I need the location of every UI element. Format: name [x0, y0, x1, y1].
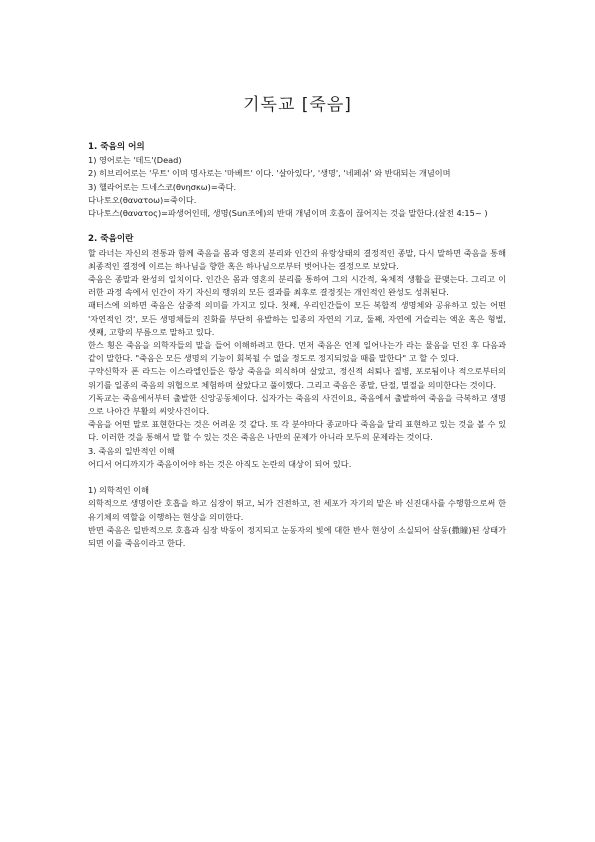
paragraph: 반면 죽음은 일반적으로 호흡과 심장 박동이 정지되고 눈동자의 빛에 대한 반사 현상이 소실되어 살동(撒瞳)된 상태가 되면 이를 죽음이라고 한다.	[88, 524, 506, 549]
page-title: 기독교 [죽음]	[243, 95, 352, 115]
paragraph: 한스 횡은 죽음을 의학자들의 말을 들어 이해하려고 한다. 먼저 죽음은 언제 일어나는가 라는 물음을 던진 후 다음과 같이 말한다. "죽음은 모든 생명의 기능이 회복될 수 없을 정도로 정지되었을 때를 말한다" 고 할 수 있다.	[88, 340, 506, 364]
paragraph: 기독교는 죽음에서부터 출발한 신앙공동체이다. 십자가는 죽음의 사건이요, 죽음에서 출발하여 죽음을 극복하고 생명으로 나아간 부활의 씨앗사건이다.	[88, 392, 506, 417]
subsection-heading: 3. 죽음의 일반적인 이해	[88, 445, 175, 456]
paragraph: 의학적으로 생명이란 호흡을 하고 심장이 뛰고, 뇌가 건전하고, 전 세포가 자기의 맡은 바 신진대사를 수행함으로써 한 유기체의 역할을 이행하는 현상을 의미한다.	[88, 498, 506, 522]
paragraph: 죽음을 어떤 말로 표현한다는 것은 어려운 것 같다. 또 각 분야마다 종교마다 죽음을 달리 표현하고 있는 것을 볼 수 있다. 이러한 것을 통해서 말 할 수 있는 것은 죽음은 나만의 문제가 아니라 모두의 문제라는 것이다.	[88, 419, 506, 443]
document-body	[88, 141, 506, 550]
section-heading-3: 1) 의학적인 이해	[88, 485, 150, 496]
paragraph: 어디서 어디까지가 죽음이어야 하는 것은 아직도 논란의 대상이 되어 있다.	[88, 458, 352, 469]
section-heading-2: 2. 죽음이란	[88, 234, 134, 245]
paragraph: 1) 영어로는 '데드'(Dead)	[88, 155, 182, 166]
section-heading-1: 1. 죽음의 어의	[88, 142, 145, 152]
spacer	[88, 220, 506, 233]
paragraph: 할 라너는 자신의 전통과 함께 죽음을 몸과 영혼의 분리와 인간의 유랑상태의 결정적인 종말, 다시 말하면 죽음을 통해 최종적인 결정에 이르는 하나님을 향한 혹은 하나님으로부터 벗어나는 결정으로 보았다.	[88, 247, 506, 271]
paragraph: 2) 히브리어로는 '무트' 이며 명사로는 '마베트' 이다. '살아있다', '생명', '네페쉬' 와 반대되는 개념이며	[88, 168, 451, 179]
paragraph: 패터스에 의하면 죽음은 삼중적 의미를 가지고 있다. 첫째, 우리인간들이 모든 복합적 생명체와 공유하고 있는 어떤 '자연적인 것', 모든 생명체들의 진화를 부단히 유발하는 일종의 자연의 기교, 둘째, 자연에 거슬리는 액운 혹은 형벌, 셋째, 고향의 부름으로 말하고 있다.	[88, 300, 506, 337]
paragraph: 죽음은 종말과 완성의 일치이다. 인간은 몸과 영혼의 분리를 통하여 그의 시간적, 육체적 생활을 끝맺는다. 그리고 이러한 과정 속에서 인간이 자기 자신의 행위의 모든 결과를 최후로 결정짓는 개인적인 완성도 성취된다.	[88, 274, 506, 298]
paragraph: 다나토오(θανατοω)=죽이다.	[88, 194, 197, 205]
spacer	[88, 471, 506, 484]
paragraph: 다나토스(θανατος)=파생어인데, 생명(Sun조에)의 반대 개념이며 호흡이 끊어지는 것을 말한다.(살전 4:15~ )	[88, 208, 488, 219]
paragraph: 구약신학자 폰 라드는 이스라엘인들은 항상 죽음을 의식하며 살았고, 정신적 쇠퇴나 질병, 포로됨이나 적으로부터의 위기를 일종의 죽음의 위협으로 체험하며 살았다고 풀이했다. 그리고 죽음은 종말, 단절, 멸절을 의미한다는 것이다.	[88, 366, 506, 390]
paragraph: 3) 헬라어로는 드네스코(θνησκω)=죽다.	[88, 181, 237, 192]
